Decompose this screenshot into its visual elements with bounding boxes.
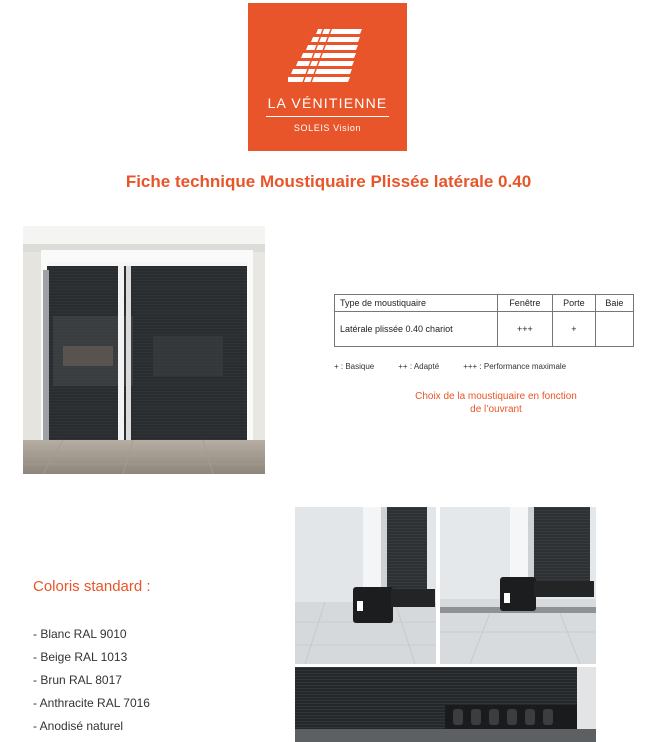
cell-porte: +: [553, 312, 596, 347]
list-item: - Anthracite RAL 7016: [33, 696, 150, 710]
brand-name: LA VÉNITIENNE: [267, 95, 388, 111]
technical-table: [334, 294, 634, 347]
list-item: - Blanc RAL 9010: [33, 627, 127, 641]
product-photo: [23, 226, 265, 474]
detail-photo-3: [295, 667, 596, 742]
legend-max: +++ : Performance maximale: [463, 362, 567, 371]
list-item: - Anodisé naturel: [33, 719, 124, 733]
blinds-logo-icon: [288, 25, 368, 89]
rail-detail-photo-2: [440, 507, 596, 664]
pleat-closeup-photo: [295, 667, 596, 742]
colors-list: [33, 626, 150, 741]
header-fenetre: Fenêtre: [497, 295, 552, 312]
cell-type: Latérale plissée 0.40 chariot: [335, 312, 498, 347]
detail-photo-2: [440, 507, 596, 664]
header-baie: Baie: [595, 295, 633, 312]
cell-baie: [595, 312, 633, 347]
colors-heading: Coloris standard :: [33, 578, 151, 595]
list-item: - Brun RAL 8017: [33, 673, 122, 687]
table-row: [335, 312, 634, 347]
rail-detail-photo: [295, 507, 436, 664]
header-type: Type de moustiquaire: [335, 295, 498, 312]
list-item: - Beige RAL 1013: [33, 650, 128, 664]
legend-adapted: ++ : Adapté: [398, 362, 440, 371]
header-porte: Porte: [553, 295, 596, 312]
rating-legend: [334, 362, 634, 371]
page-title: Fiche technique Moustiquaire Plissée latérale 0.40: [125, 172, 532, 191]
brand-subtitle: SOLEIS Vision: [293, 123, 362, 133]
door-screen-photo: [23, 226, 265, 474]
detail-photo-1: [295, 507, 436, 664]
cell-fenetre: +++: [497, 312, 552, 347]
table-header-row: [335, 295, 634, 312]
brand-logo: [248, 3, 407, 151]
logo-divider: [266, 116, 389, 117]
table-caption: Choix de la moustiquaire en fonction de l’ouvrant: [415, 391, 577, 415]
legend-basic: + : Basique: [334, 362, 375, 371]
